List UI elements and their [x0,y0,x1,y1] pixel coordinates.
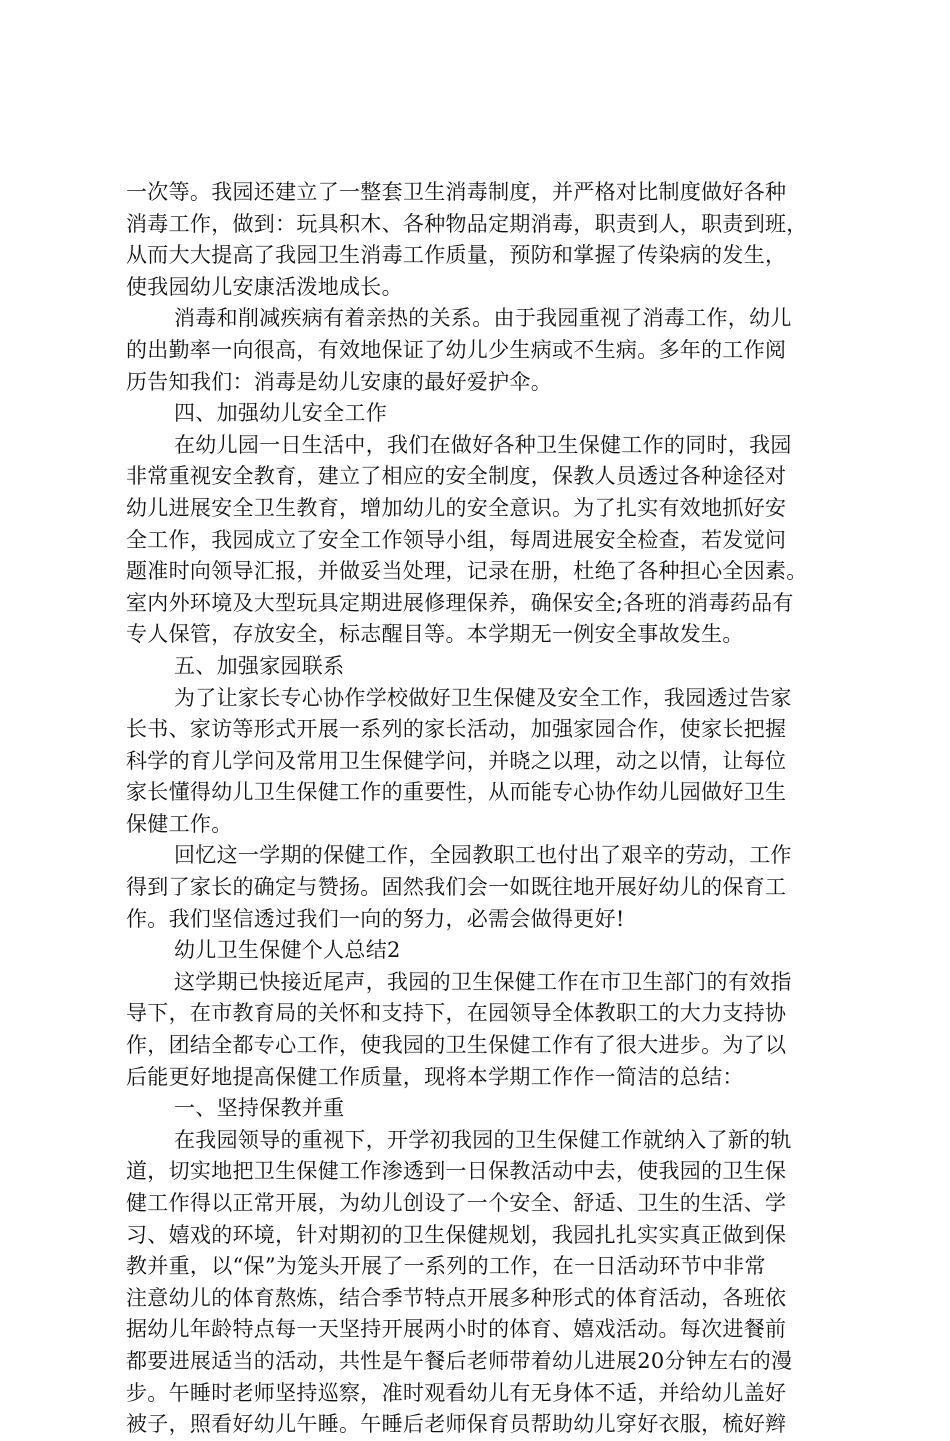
text-line: 室内外环境及大型玩具定期进展修理保养，确保安全;各班的消毒药品有 [126,590,794,615]
text-line: 在幼儿园一日生活中，我们在做好各种卫生保健工作的同时，我园 [174,432,792,457]
text-line: 一次等。我园还建立了一整套卫生消毒制度，并严格对比制度做好各种 [126,180,787,204]
text-line: 回忆这一学期的保健工作，全园教职工也付出了艰辛的劳动，工作 [174,843,792,868]
text-line: 导下，在市教育局的关怀和支持下，在园领导全体教职工的大力支持协 [126,1001,787,1026]
text-line: 这学期已快接近尾声，我园的卫生保健工作在市卫生部门的有效指 [174,969,792,994]
text-line: 全工作，我园成立了安全工作领导小组，每周进展安全检查，若发觉问 [126,527,787,552]
text-line: 使我园幼儿安康活泼地成长。 [126,274,403,299]
text-line: 都要进展适当的活动，共性是午餐后老师带着幼儿进展20分钟左右的漫 [126,1348,793,1373]
text-line: 历告知我们：消毒是幼儿安康的最好爱护伞。 [126,369,552,394]
text-line: 为了让家长专心协作学校做好卫生保健及安全工作，我园透过告家 [174,685,792,710]
text-line: 长书、家访等形式开展一系列的家长活动，加强家园合作，使家长把握 [126,717,787,742]
text-line: 从而大大提高了我园卫生消毒工作质量，预防和掌握了传染病的发生， [126,243,787,268]
text-line: 专人保管，存放安全，标志醒目等。本学期无一例安全事故发生。 [126,622,744,647]
text-line: 注意幼儿的体育熬炼，结合季节特点开展多种形式的体育活动，各班依 [126,1285,787,1310]
text-line: 幼儿进展安全卫生教育，增加幼儿的安全意识。为了扎实有效地抓好安 [126,495,787,520]
text-line: 作。我们坚信透过我们一向的努力，必需会做得更好! [126,906,625,931]
text-line: 据幼儿年龄特点每一天坚持开展两小时的体育、嬉戏活动。每次进餐前 [126,1317,787,1342]
text-line: 非常重视安全教育，建立了相应的安全制度，保教人员透过各种途径对 [126,464,787,489]
document-body [126,177,846,1441]
text-line: 作，团结全都专心工作，使我园的卫生保健工作有了很大进步。为了以 [126,1033,787,1058]
text-line: 一、坚持保教并重 [174,1096,345,1121]
text-line: 的出勤率一向很高，有效地保证了幼儿少生病或不生病。多年的工作阅 [126,337,787,362]
text-line: 题准时向领导汇报，并做妥当处理，记录在册，杜绝了各种担心全因素。 [126,559,808,584]
text-line: 习、嬉戏的环境，针对期初的卫生保健规划，我园扎扎实实真正做到保 [126,1222,787,1247]
text-line: 得到了家长的确定与赞扬。固然我们会一如既往地开展好幼儿的保育工 [126,875,787,900]
text-line: 道，切实地把卫生保健工作渗透到一日保教活动中去，使我园的卫生保 [126,1159,787,1184]
text-line: 在我园领导的重视下，开学初我园的卫生保健工作就纳入了新的轨 [174,1127,792,1152]
text-line: 五、加强家园联系 [174,653,345,678]
text-line: 四、加强幼儿安全工作 [174,401,387,426]
text-line: 科学的育儿学问及常用卫生保健学问，并晓之以理，动之以情，让每位 [126,748,787,773]
text-line: 幼儿卫生保健个人总结2 [174,938,401,963]
text-line: 被子，照看好幼儿午睡。午睡后老师保育员帮助幼儿穿好衣服，梳好辫 [126,1412,787,1437]
text-line: 家长懂得幼儿卫生保健工作的重要性，从而能专心协作幼儿园做好卫生 [126,780,787,805]
text-line: 步。午睡时老师坚持巡察，准时观看幼儿有无身体不适，并给幼儿盖好 [126,1380,787,1405]
text-line: 消毒工作，做到：玩具积木、各种物品定期消毒，职责到人，职责到班， [126,211,808,236]
text-line: 保健工作。 [126,811,233,836]
text-line: 教并重，以“保”为笼头开展了一系列的工作，在一日活动环节中非常 [126,1254,766,1279]
text-line: 后能更好地提高保健工作质量，现将本学期工作作一简洁的总结： [126,1064,744,1089]
text-line: 健工作得以正常开展，为幼儿创设了一个安全、舒适、卫生的生活、学 [126,1191,787,1215]
text-line: 消毒和削减疾病有着亲热的关系。由于我园重视了消毒工作，幼儿 [174,306,792,331]
